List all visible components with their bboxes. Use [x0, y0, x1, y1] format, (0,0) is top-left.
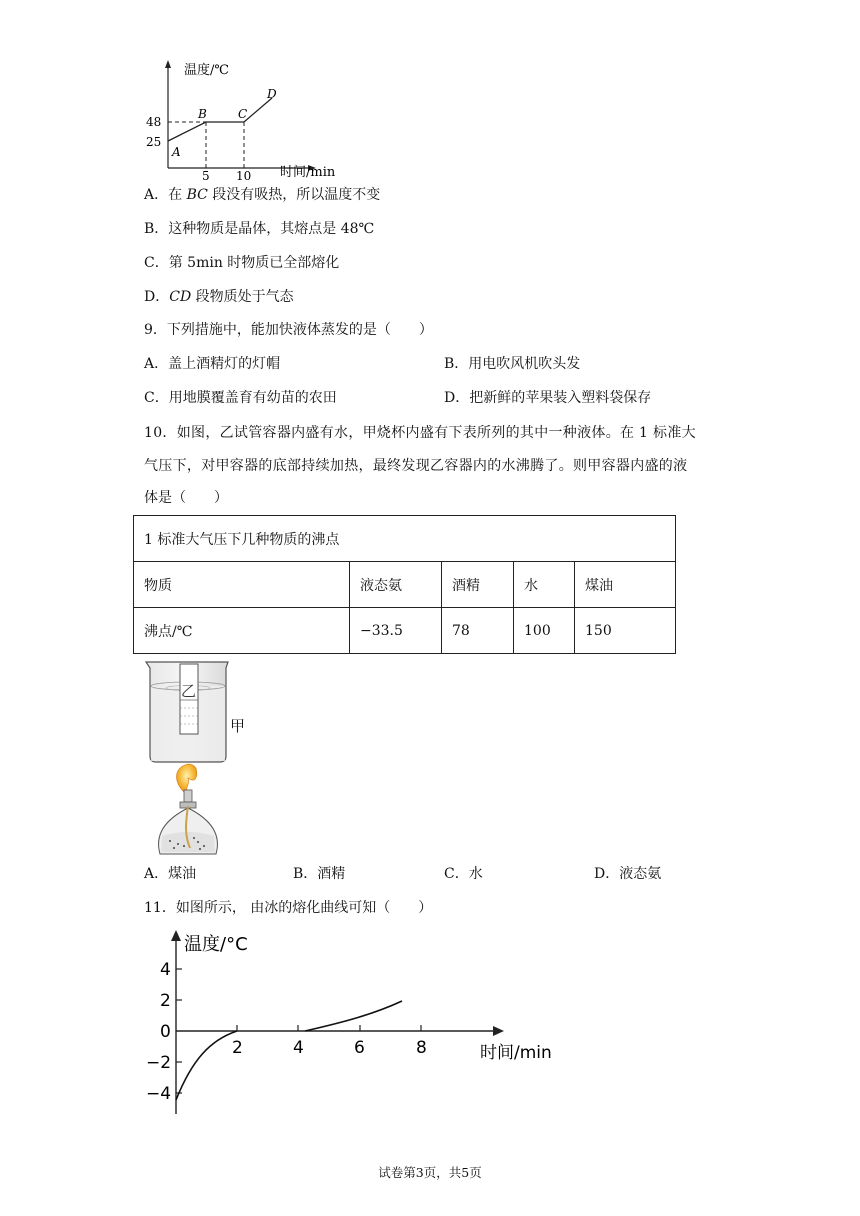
page-footer: 试卷第3页，共5页 — [378, 1165, 482, 1180]
g1-curve — [168, 98, 272, 141]
q9-option-c[interactable]: C．用地膜覆盖育有幼苗的农田 — [144, 390, 337, 406]
table-header-cell: 煤油 — [575, 562, 676, 608]
table-cell: 100 — [514, 608, 575, 654]
g2-xlabel: 时间/min — [480, 1043, 552, 1063]
q9-option-a[interactable]: A．盖上酒精灯的灯帽 — [144, 356, 281, 372]
melting-graph-1 — [140, 58, 350, 180]
table-header-row — [134, 562, 676, 608]
g1-tick-48: 48 — [146, 115, 162, 129]
g1-tick-10: 10 — [236, 169, 252, 180]
table-caption: 1 标准大气压下几种物质的沸点 — [134, 516, 676, 562]
g2-curve-heating-liquid — [305, 1001, 402, 1031]
table-row — [134, 608, 676, 654]
g1-xlabel: 时间/min — [280, 165, 336, 180]
beaker-label: 甲 — [230, 717, 246, 735]
q10-stem-line-2: 气压下，对甲容器的底部持续加热，最终发现乙容器内的水沸腾了。则甲容器内盛的液 — [144, 458, 688, 474]
beaker-lamp-figure — [140, 656, 270, 860]
table-header-cell: 酒精 — [442, 562, 514, 608]
g2-ytick-4: 4 — [160, 960, 171, 980]
ice-melting-graph — [140, 928, 570, 1118]
q10-option-a[interactable]: A．煤油 — [144, 866, 197, 882]
q10-option-d[interactable]: D．液态氨 — [594, 866, 662, 882]
g2-x-arrow — [493, 1026, 504, 1036]
q8-option-d[interactable]: D．CD 段物质处于气态 — [144, 289, 294, 305]
table-caption-row — [134, 516, 676, 562]
g2-ytick-m4: −4 — [146, 1084, 172, 1104]
g2-ylabel: 温度/°C — [184, 934, 248, 955]
g2-ytick-2: 2 — [160, 991, 171, 1011]
table-cell: −33.5 — [350, 608, 442, 654]
q10-stem-line-1: 10．如图，乙试管容器内盛有水，甲烧杯内盛有下表所列的其中一种液体。在 1 标准大 — [144, 425, 696, 441]
g2-ytick-0: 0 — [160, 1022, 171, 1042]
g2-xtick-2: 2 — [232, 1038, 243, 1058]
table-header-cell: 物质 — [134, 562, 350, 608]
table-cell: 沸点/℃ — [134, 608, 350, 654]
g1-point-a: A — [172, 145, 181, 159]
q9-option-b[interactable]: B．用电吹风机吹头发 — [444, 356, 581, 372]
g2-ytick-m2: −2 — [146, 1053, 172, 1073]
g2-xtick-8: 8 — [416, 1038, 427, 1058]
g2-xtick-4: 4 — [293, 1038, 304, 1058]
table-header-cell: 水 — [514, 562, 575, 608]
g1-ylabel: 温度/℃ — [184, 63, 229, 78]
q9-option-d[interactable]: D．把新鲜的苹果装入塑料袋保存 — [444, 390, 652, 406]
lamp-wick-holder — [184, 790, 192, 802]
q8-option-b[interactable]: B．这种物质是晶体，其熔点是 48℃ — [144, 221, 375, 237]
table-header-cell: 液态氨 — [350, 562, 442, 608]
g2-xtick-6: 6 — [354, 1038, 365, 1058]
g2-y-arrow — [171, 930, 181, 941]
q9-stem: 9．下列措施中，能加快液体蒸发的是（ ） — [144, 322, 433, 338]
g1-point-c: C — [238, 107, 248, 121]
q11-stem: 11．如图所示， 由冰的熔化曲线可知（ ） — [144, 900, 433, 916]
q10-stem-line-3: 体是（ ） — [144, 490, 228, 506]
test-tube-label: 乙 — [181, 682, 197, 700]
g2-curve-heating-solid — [176, 1031, 237, 1100]
q10-option-c[interactable]: C．水 — [444, 866, 483, 882]
g1-point-d: D — [267, 87, 277, 101]
table-cell: 150 — [575, 608, 676, 654]
g1-y-arrow — [165, 60, 171, 68]
boiling-point-table — [133, 515, 676, 654]
q10-option-b[interactable]: B．酒精 — [293, 866, 346, 882]
flame — [177, 764, 197, 794]
q8-option-c[interactable]: C．第 5min 时物质已全部熔化 — [144, 255, 340, 271]
q8-option-a[interactable]: A．在 BC 段没有吸热，所以温度不变 — [144, 187, 381, 203]
g1-point-b: B — [198, 107, 207, 121]
g1-tick-25: 25 — [146, 135, 162, 149]
g1-tick-5: 5 — [202, 169, 210, 180]
table-cell: 78 — [442, 608, 514, 654]
